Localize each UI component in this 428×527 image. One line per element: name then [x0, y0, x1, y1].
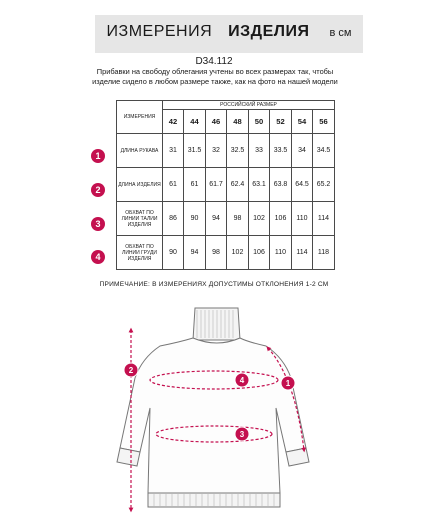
marker-4 [235, 373, 249, 387]
row-label: ОБХВАТ ПО ЛИНИИ ГРУДИ ИЗДЕЛИЯ [117, 236, 163, 270]
size-group-label: РОССИЙСКИЙ РАЗМЕР [163, 101, 335, 110]
tolerance-note: ПРИМЕЧАНИЕ: В ИЗМЕРЕНИЯХ ДОПУСТИМЫ ОТКЛОНЕНИЯ 1-2 СМ [99, 281, 329, 288]
table-cell: 86 [163, 202, 184, 236]
marker-1-label: 1 [285, 379, 291, 388]
row-label: ДЛИНА РУКАВА [117, 134, 163, 168]
row-badge-1: 1 [91, 149, 105, 163]
table-cell: 31 [163, 134, 184, 168]
table-cell: 102 [227, 236, 249, 270]
table-corner-label: ИЗМЕРЕНИЯ [117, 101, 163, 134]
table-cell: 32.5 [227, 134, 249, 168]
sweater-illustration [90, 298, 340, 523]
table-cell: 94 [184, 236, 206, 270]
table-cell: 98 [227, 202, 249, 236]
table-cell: 61.7 [206, 168, 227, 202]
table-cell: 62.4 [227, 168, 249, 202]
table-cell: 63.1 [249, 168, 270, 202]
table-cell: 64.5 [292, 168, 313, 202]
size-header: 44 [184, 110, 206, 134]
marker-3-label: 3 [239, 430, 245, 439]
table-cell: 90 [163, 236, 184, 270]
table-cell: 61 [184, 168, 206, 202]
table-cell: 106 [249, 236, 270, 270]
marker-3 [235, 427, 249, 441]
size-header: 48 [227, 110, 249, 134]
title-word-2: ИЗДЕЛИЯ [228, 23, 310, 40]
article-code: D34.112 [195, 56, 233, 67]
size-header: 50 [249, 110, 270, 134]
marker-2 [124, 363, 138, 377]
table-cell: 110 [292, 202, 313, 236]
table-cell: 114 [292, 236, 313, 270]
size-header: 52 [270, 110, 292, 134]
title-bar [95, 15, 363, 53]
row-label: ДЛИНА ИЗДЕЛИЯ [117, 168, 163, 202]
table-cell: 65.2 [313, 168, 335, 202]
size-header: 42 [163, 110, 184, 134]
table-cell: 118 [313, 236, 335, 270]
table-cell: 110 [270, 236, 292, 270]
size-header: 46 [206, 110, 227, 134]
table-cell: 61 [163, 168, 184, 202]
table-cell: 31.5 [184, 134, 206, 168]
table-cell: 94 [206, 202, 227, 236]
table-row [117, 134, 335, 168]
table-cell: 63.8 [270, 168, 292, 202]
marker-1 [281, 376, 295, 390]
table-cell: 90 [184, 202, 206, 236]
table-cell: 106 [270, 202, 292, 236]
table-cell: 33.5 [270, 134, 292, 168]
marker-2-label: 2 [128, 366, 134, 375]
hem-lines [154, 494, 274, 506]
table-cell: 34 [292, 134, 313, 168]
size-header: 54 [292, 110, 313, 134]
marker-4-label: 4 [239, 376, 245, 385]
table-cell: 33 [249, 134, 270, 168]
row-label: ОБХВАТ ПО ЛИНИИ ТАЛИИ ИЗДЕЛИЯ [117, 202, 163, 236]
size-table [116, 100, 335, 270]
fit-description: Прибавки на свободу облегания учтены во всех размерах так, чтобы изделие сидело в любом размере также, как на фото на нашей модели [92, 67, 338, 86]
table-row [117, 168, 335, 202]
table-cell: 102 [249, 202, 270, 236]
table-cell: 114 [313, 202, 335, 236]
row-badge-3: 3 [91, 217, 105, 231]
size-header: 56 [313, 110, 335, 134]
row-badge-2: 2 [91, 183, 105, 197]
table-cell: 32 [206, 134, 227, 168]
title-word-1: ИЗМЕРЕНИЯ [106, 23, 213, 40]
row-badge-4: 4 [91, 250, 105, 264]
table-cell: 98 [206, 236, 227, 270]
table-cell: 34.5 [313, 134, 335, 168]
title-unit: в см [329, 27, 352, 39]
table-row [117, 202, 335, 236]
table-row [117, 236, 335, 270]
